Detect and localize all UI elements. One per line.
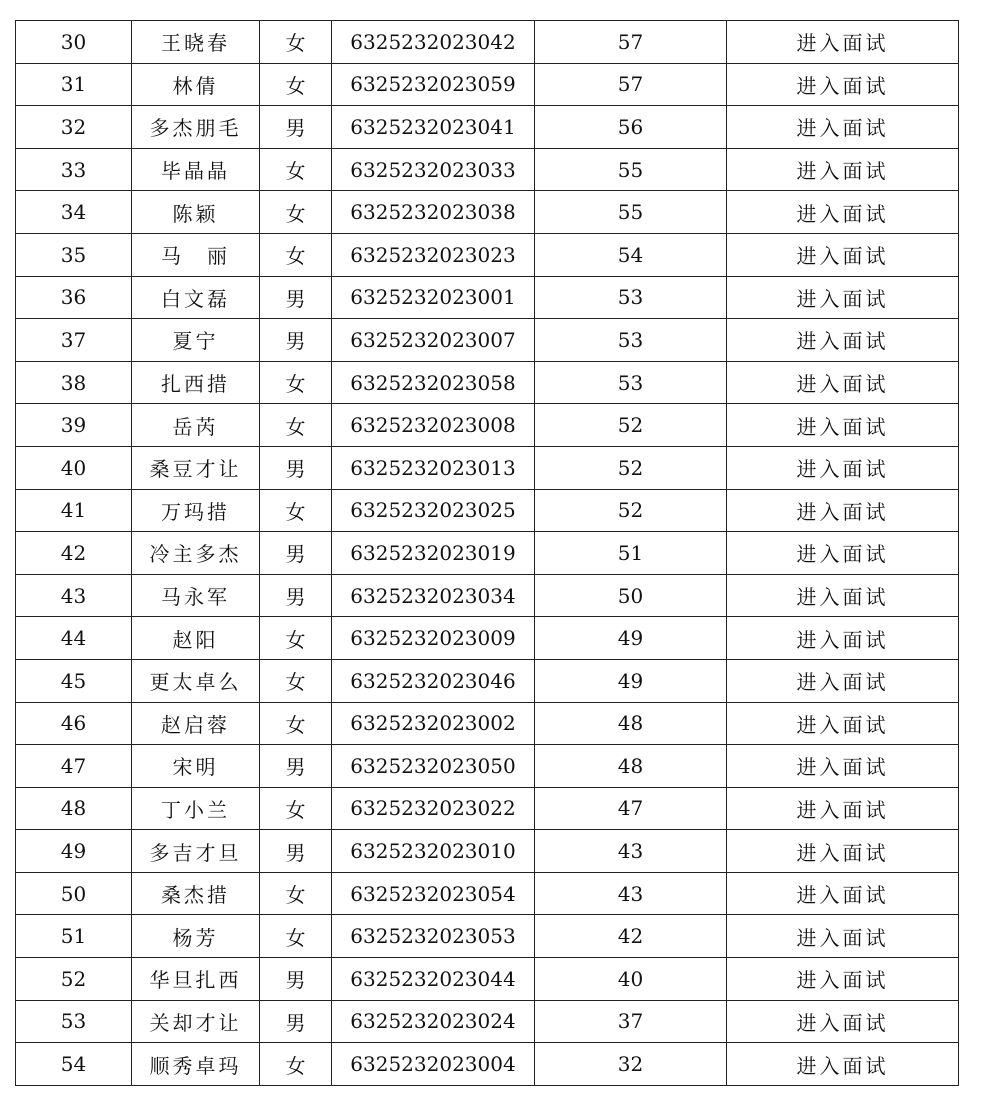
result-cell: 进入面试 xyxy=(727,276,959,319)
score-cell: 53 xyxy=(535,276,727,319)
candidate-name-cell: 赵启蓉 xyxy=(132,702,260,745)
result-cell: 进入面试 xyxy=(727,872,959,915)
score-cell: 32 xyxy=(535,1043,727,1086)
candidate-name-cell: 关却才让 xyxy=(132,1000,260,1043)
row-number-cell: 46 xyxy=(16,702,132,745)
row-number-cell: 41 xyxy=(16,489,132,532)
gender-cell: 女 xyxy=(260,617,332,660)
table-row xyxy=(16,532,959,575)
gender-cell: 男 xyxy=(260,1000,332,1043)
candidate-name-cell: 多吉才旦 xyxy=(132,830,260,873)
candidate-name-cell: 赵阳 xyxy=(132,617,260,660)
table-row xyxy=(16,106,959,149)
score-cell: 55 xyxy=(535,148,727,191)
result-cell: 进入面试 xyxy=(727,319,959,362)
gender-cell: 女 xyxy=(260,489,332,532)
candidate-name-cell: 杨芳 xyxy=(132,915,260,958)
exam-id-cell: 6325232023041 xyxy=(332,106,535,149)
table-row xyxy=(16,21,959,64)
score-cell: 43 xyxy=(535,830,727,873)
exam-id-cell: 6325232023002 xyxy=(332,702,535,745)
gender-cell: 女 xyxy=(260,404,332,447)
gender-cell: 女 xyxy=(260,63,332,106)
row-number-cell: 52 xyxy=(16,958,132,1001)
score-cell: 51 xyxy=(535,532,727,575)
row-number-cell: 37 xyxy=(16,319,132,362)
score-cell: 48 xyxy=(535,745,727,788)
gender-cell: 男 xyxy=(260,958,332,1001)
table-row xyxy=(16,361,959,404)
exam-id-cell: 6325232023025 xyxy=(332,489,535,532)
table-row xyxy=(16,574,959,617)
score-cell: 52 xyxy=(535,446,727,489)
table-row xyxy=(16,872,959,915)
row-number-cell: 33 xyxy=(16,148,132,191)
exam-id-cell: 6325232023001 xyxy=(332,276,535,319)
score-cell: 49 xyxy=(535,617,727,660)
row-number-cell: 38 xyxy=(16,361,132,404)
exam-id-cell: 6325232023044 xyxy=(332,958,535,1001)
candidate-name-cell: 多杰朋毛 xyxy=(132,106,260,149)
score-cell: 57 xyxy=(535,21,727,64)
result-cell: 进入面试 xyxy=(727,361,959,404)
candidate-name-cell: 桑豆才让 xyxy=(132,446,260,489)
results-table xyxy=(15,20,959,1086)
candidate-name-cell: 岳芮 xyxy=(132,404,260,447)
score-cell: 57 xyxy=(535,63,727,106)
exam-id-cell: 6325232023007 xyxy=(332,319,535,362)
exam-id-cell: 6325232023009 xyxy=(332,617,535,660)
exam-id-cell: 6325232023038 xyxy=(332,191,535,234)
candidate-name-cell: 林倩 xyxy=(132,63,260,106)
result-cell: 进入面试 xyxy=(727,489,959,532)
row-number-cell: 31 xyxy=(16,63,132,106)
result-cell: 进入面试 xyxy=(727,1043,959,1086)
table-row xyxy=(16,148,959,191)
result-cell: 进入面试 xyxy=(727,532,959,575)
gender-cell: 女 xyxy=(260,659,332,702)
row-number-cell: 35 xyxy=(16,233,132,276)
gender-cell: 男 xyxy=(260,446,332,489)
candidate-name-cell: 桑杰措 xyxy=(132,872,260,915)
row-number-cell: 44 xyxy=(16,617,132,660)
exam-id-cell: 6325232023053 xyxy=(332,915,535,958)
score-cell: 47 xyxy=(535,787,727,830)
table-row xyxy=(16,617,959,660)
score-cell: 42 xyxy=(535,915,727,958)
table-row xyxy=(16,191,959,234)
row-number-cell: 30 xyxy=(16,21,132,64)
row-number-cell: 40 xyxy=(16,446,132,489)
row-number-cell: 45 xyxy=(16,659,132,702)
result-cell: 进入面试 xyxy=(727,659,959,702)
gender-cell: 男 xyxy=(260,106,332,149)
row-number-cell: 32 xyxy=(16,106,132,149)
result-cell: 进入面试 xyxy=(727,702,959,745)
row-number-cell: 39 xyxy=(16,404,132,447)
row-number-cell: 51 xyxy=(16,915,132,958)
table-row xyxy=(16,787,959,830)
exam-id-cell: 6325232023050 xyxy=(332,745,535,788)
candidate-name-cell: 顺秀卓玛 xyxy=(132,1043,260,1086)
result-cell: 进入面试 xyxy=(727,787,959,830)
table-row xyxy=(16,233,959,276)
candidate-name-cell: 夏宁 xyxy=(132,319,260,362)
exam-id-cell: 6325232023019 xyxy=(332,532,535,575)
gender-cell: 男 xyxy=(260,830,332,873)
row-number-cell: 49 xyxy=(16,830,132,873)
exam-id-cell: 6325232023004 xyxy=(332,1043,535,1086)
row-number-cell: 50 xyxy=(16,872,132,915)
gender-cell: 女 xyxy=(260,787,332,830)
table-row xyxy=(16,915,959,958)
result-cell: 进入面试 xyxy=(727,233,959,276)
candidate-name-cell: 更太卓么 xyxy=(132,659,260,702)
exam-id-cell: 6325232023034 xyxy=(332,574,535,617)
table-row xyxy=(16,1000,959,1043)
score-cell: 43 xyxy=(535,872,727,915)
candidate-name-cell: 丁小兰 xyxy=(132,787,260,830)
gender-cell: 男 xyxy=(260,319,332,362)
score-cell: 54 xyxy=(535,233,727,276)
gender-cell: 男 xyxy=(260,532,332,575)
candidate-name-cell: 华旦扎西 xyxy=(132,958,260,1001)
exam-id-cell: 6325232023042 xyxy=(332,21,535,64)
score-cell: 52 xyxy=(535,404,727,447)
candidate-name-cell: 冷主多杰 xyxy=(132,532,260,575)
result-cell: 进入面试 xyxy=(727,1000,959,1043)
gender-cell: 女 xyxy=(260,872,332,915)
result-cell: 进入面试 xyxy=(727,63,959,106)
row-number-cell: 43 xyxy=(16,574,132,617)
result-cell: 进入面试 xyxy=(727,958,959,1001)
result-cell: 进入面试 xyxy=(727,404,959,447)
exam-id-cell: 6325232023059 xyxy=(332,63,535,106)
score-cell: 53 xyxy=(535,361,727,404)
row-number-cell: 36 xyxy=(16,276,132,319)
gender-cell: 女 xyxy=(260,361,332,404)
exam-id-cell: 6325232023023 xyxy=(332,233,535,276)
table-row xyxy=(16,958,959,1001)
gender-cell: 女 xyxy=(260,915,332,958)
score-cell: 50 xyxy=(535,574,727,617)
score-cell: 56 xyxy=(535,106,727,149)
result-cell: 进入面试 xyxy=(727,21,959,64)
table-row xyxy=(16,830,959,873)
table-row xyxy=(16,489,959,532)
exam-id-cell: 6325232023008 xyxy=(332,404,535,447)
gender-cell: 女 xyxy=(260,21,332,64)
result-cell: 进入面试 xyxy=(727,830,959,873)
exam-id-cell: 6325232023013 xyxy=(332,446,535,489)
result-cell: 进入面试 xyxy=(727,574,959,617)
result-cell: 进入面试 xyxy=(727,446,959,489)
exam-id-cell: 6325232023024 xyxy=(332,1000,535,1043)
score-cell: 40 xyxy=(535,958,727,1001)
gender-cell: 女 xyxy=(260,191,332,234)
exam-id-cell: 6325232023054 xyxy=(332,872,535,915)
result-cell: 进入面试 xyxy=(727,745,959,788)
gender-cell: 男 xyxy=(260,574,332,617)
row-number-cell: 54 xyxy=(16,1043,132,1086)
score-cell: 48 xyxy=(535,702,727,745)
table-row xyxy=(16,446,959,489)
candidate-name-cell: 马永军 xyxy=(132,574,260,617)
row-number-cell: 42 xyxy=(16,532,132,575)
score-cell: 37 xyxy=(535,1000,727,1043)
table-row xyxy=(16,404,959,447)
candidate-name-cell: 扎西措 xyxy=(132,361,260,404)
score-cell: 53 xyxy=(535,319,727,362)
gender-cell: 女 xyxy=(260,233,332,276)
exam-id-cell: 6325232023022 xyxy=(332,787,535,830)
score-cell: 55 xyxy=(535,191,727,234)
table-row xyxy=(16,319,959,362)
row-number-cell: 47 xyxy=(16,745,132,788)
row-number-cell: 34 xyxy=(16,191,132,234)
table-row xyxy=(16,702,959,745)
table-row xyxy=(16,659,959,702)
results-table-body xyxy=(16,21,959,1086)
candidate-name-cell: 毕晶晶 xyxy=(132,148,260,191)
candidate-name-cell: 白文磊 xyxy=(132,276,260,319)
candidate-name-cell: 宋明 xyxy=(132,745,260,788)
exam-id-cell: 6325232023046 xyxy=(332,659,535,702)
gender-cell: 男 xyxy=(260,745,332,788)
candidate-name-cell: 王晓春 xyxy=(132,21,260,64)
table-row xyxy=(16,745,959,788)
row-number-cell: 48 xyxy=(16,787,132,830)
candidate-name-cell: 马 丽 xyxy=(132,233,260,276)
score-cell: 52 xyxy=(535,489,727,532)
gender-cell: 女 xyxy=(260,702,332,745)
candidate-name-cell: 陈颖 xyxy=(132,191,260,234)
table-row xyxy=(16,1043,959,1086)
exam-id-cell: 6325232023010 xyxy=(332,830,535,873)
candidate-name-cell: 万玛措 xyxy=(132,489,260,532)
table-row xyxy=(16,276,959,319)
result-cell: 进入面试 xyxy=(727,191,959,234)
result-cell: 进入面试 xyxy=(727,617,959,660)
exam-id-cell: 6325232023033 xyxy=(332,148,535,191)
row-number-cell: 53 xyxy=(16,1000,132,1043)
result-cell: 进入面试 xyxy=(727,148,959,191)
result-cell: 进入面试 xyxy=(727,915,959,958)
gender-cell: 女 xyxy=(260,1043,332,1086)
gender-cell: 女 xyxy=(260,148,332,191)
result-cell: 进入面试 xyxy=(727,106,959,149)
table-row xyxy=(16,63,959,106)
gender-cell: 男 xyxy=(260,276,332,319)
score-cell: 49 xyxy=(535,659,727,702)
exam-id-cell: 6325232023058 xyxy=(332,361,535,404)
